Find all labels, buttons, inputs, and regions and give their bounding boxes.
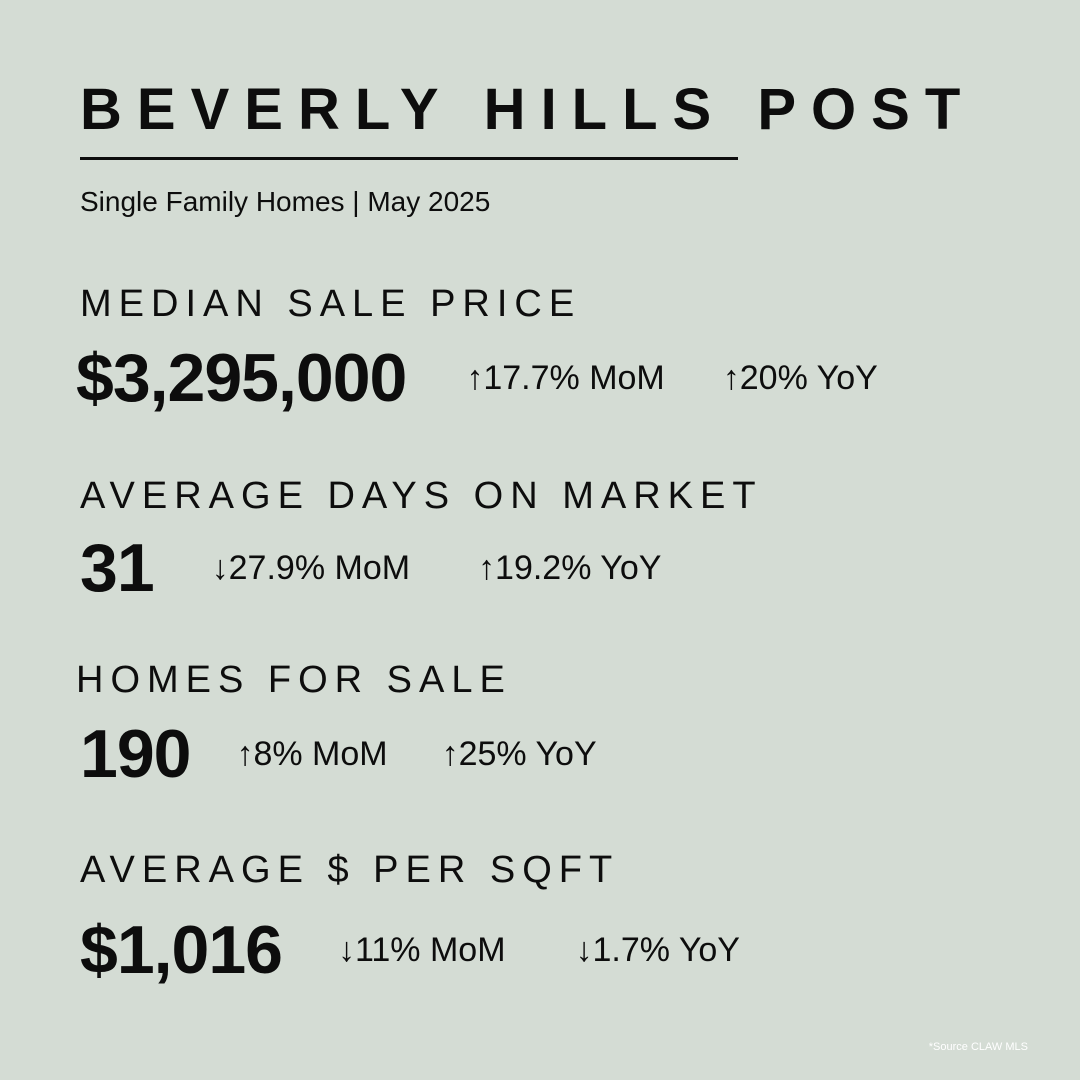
average-days-on-market-yoy: ↑19.2% YoY <box>478 549 662 587</box>
homes-for-sale-row <box>80 716 597 792</box>
median-sale-price-value: $3,295,000 <box>76 340 407 416</box>
homes-for-sale-yoy: ↑25% YoY <box>441 735 597 773</box>
title-divider <box>80 157 738 160</box>
average-price-per-sqft-value: $1,016 <box>80 912 282 988</box>
median-sale-price-label: MEDIAN SALE PRICE <box>80 283 582 325</box>
average-days-on-market-row <box>80 530 661 606</box>
average-days-on-market-mom: ↓27.9% MoM <box>211 549 411 587</box>
homes-for-sale-value: 190 <box>80 716 191 792</box>
page-subtitle: Single Family Homes | May 2025 <box>80 186 491 217</box>
source-note: *Source CLAW MLS <box>928 1041 1028 1053</box>
median-sale-price-yoy: ↑20% YoY <box>722 359 878 397</box>
median-sale-price-mom: ↑17.7% MoM <box>466 359 665 397</box>
average-price-per-sqft-row <box>80 912 740 988</box>
median-sale-price-row <box>76 340 878 416</box>
average-price-per-sqft-mom: ↓11% MoM <box>337 931 506 969</box>
average-days-on-market-value: 31 <box>80 530 154 606</box>
homes-for-sale-label: HOMES FOR SALE <box>76 659 512 701</box>
page-title: BEVERLY HILLS POST <box>80 77 976 142</box>
average-price-per-sqft-label: AVERAGE $ PER SQFT <box>80 849 620 891</box>
average-price-per-sqft-yoy: ↓1.7% YoY <box>575 931 740 969</box>
average-days-on-market-label: AVERAGE DAYS ON MARKET <box>80 475 763 517</box>
homes-for-sale-mom: ↑8% MoM <box>236 735 388 773</box>
